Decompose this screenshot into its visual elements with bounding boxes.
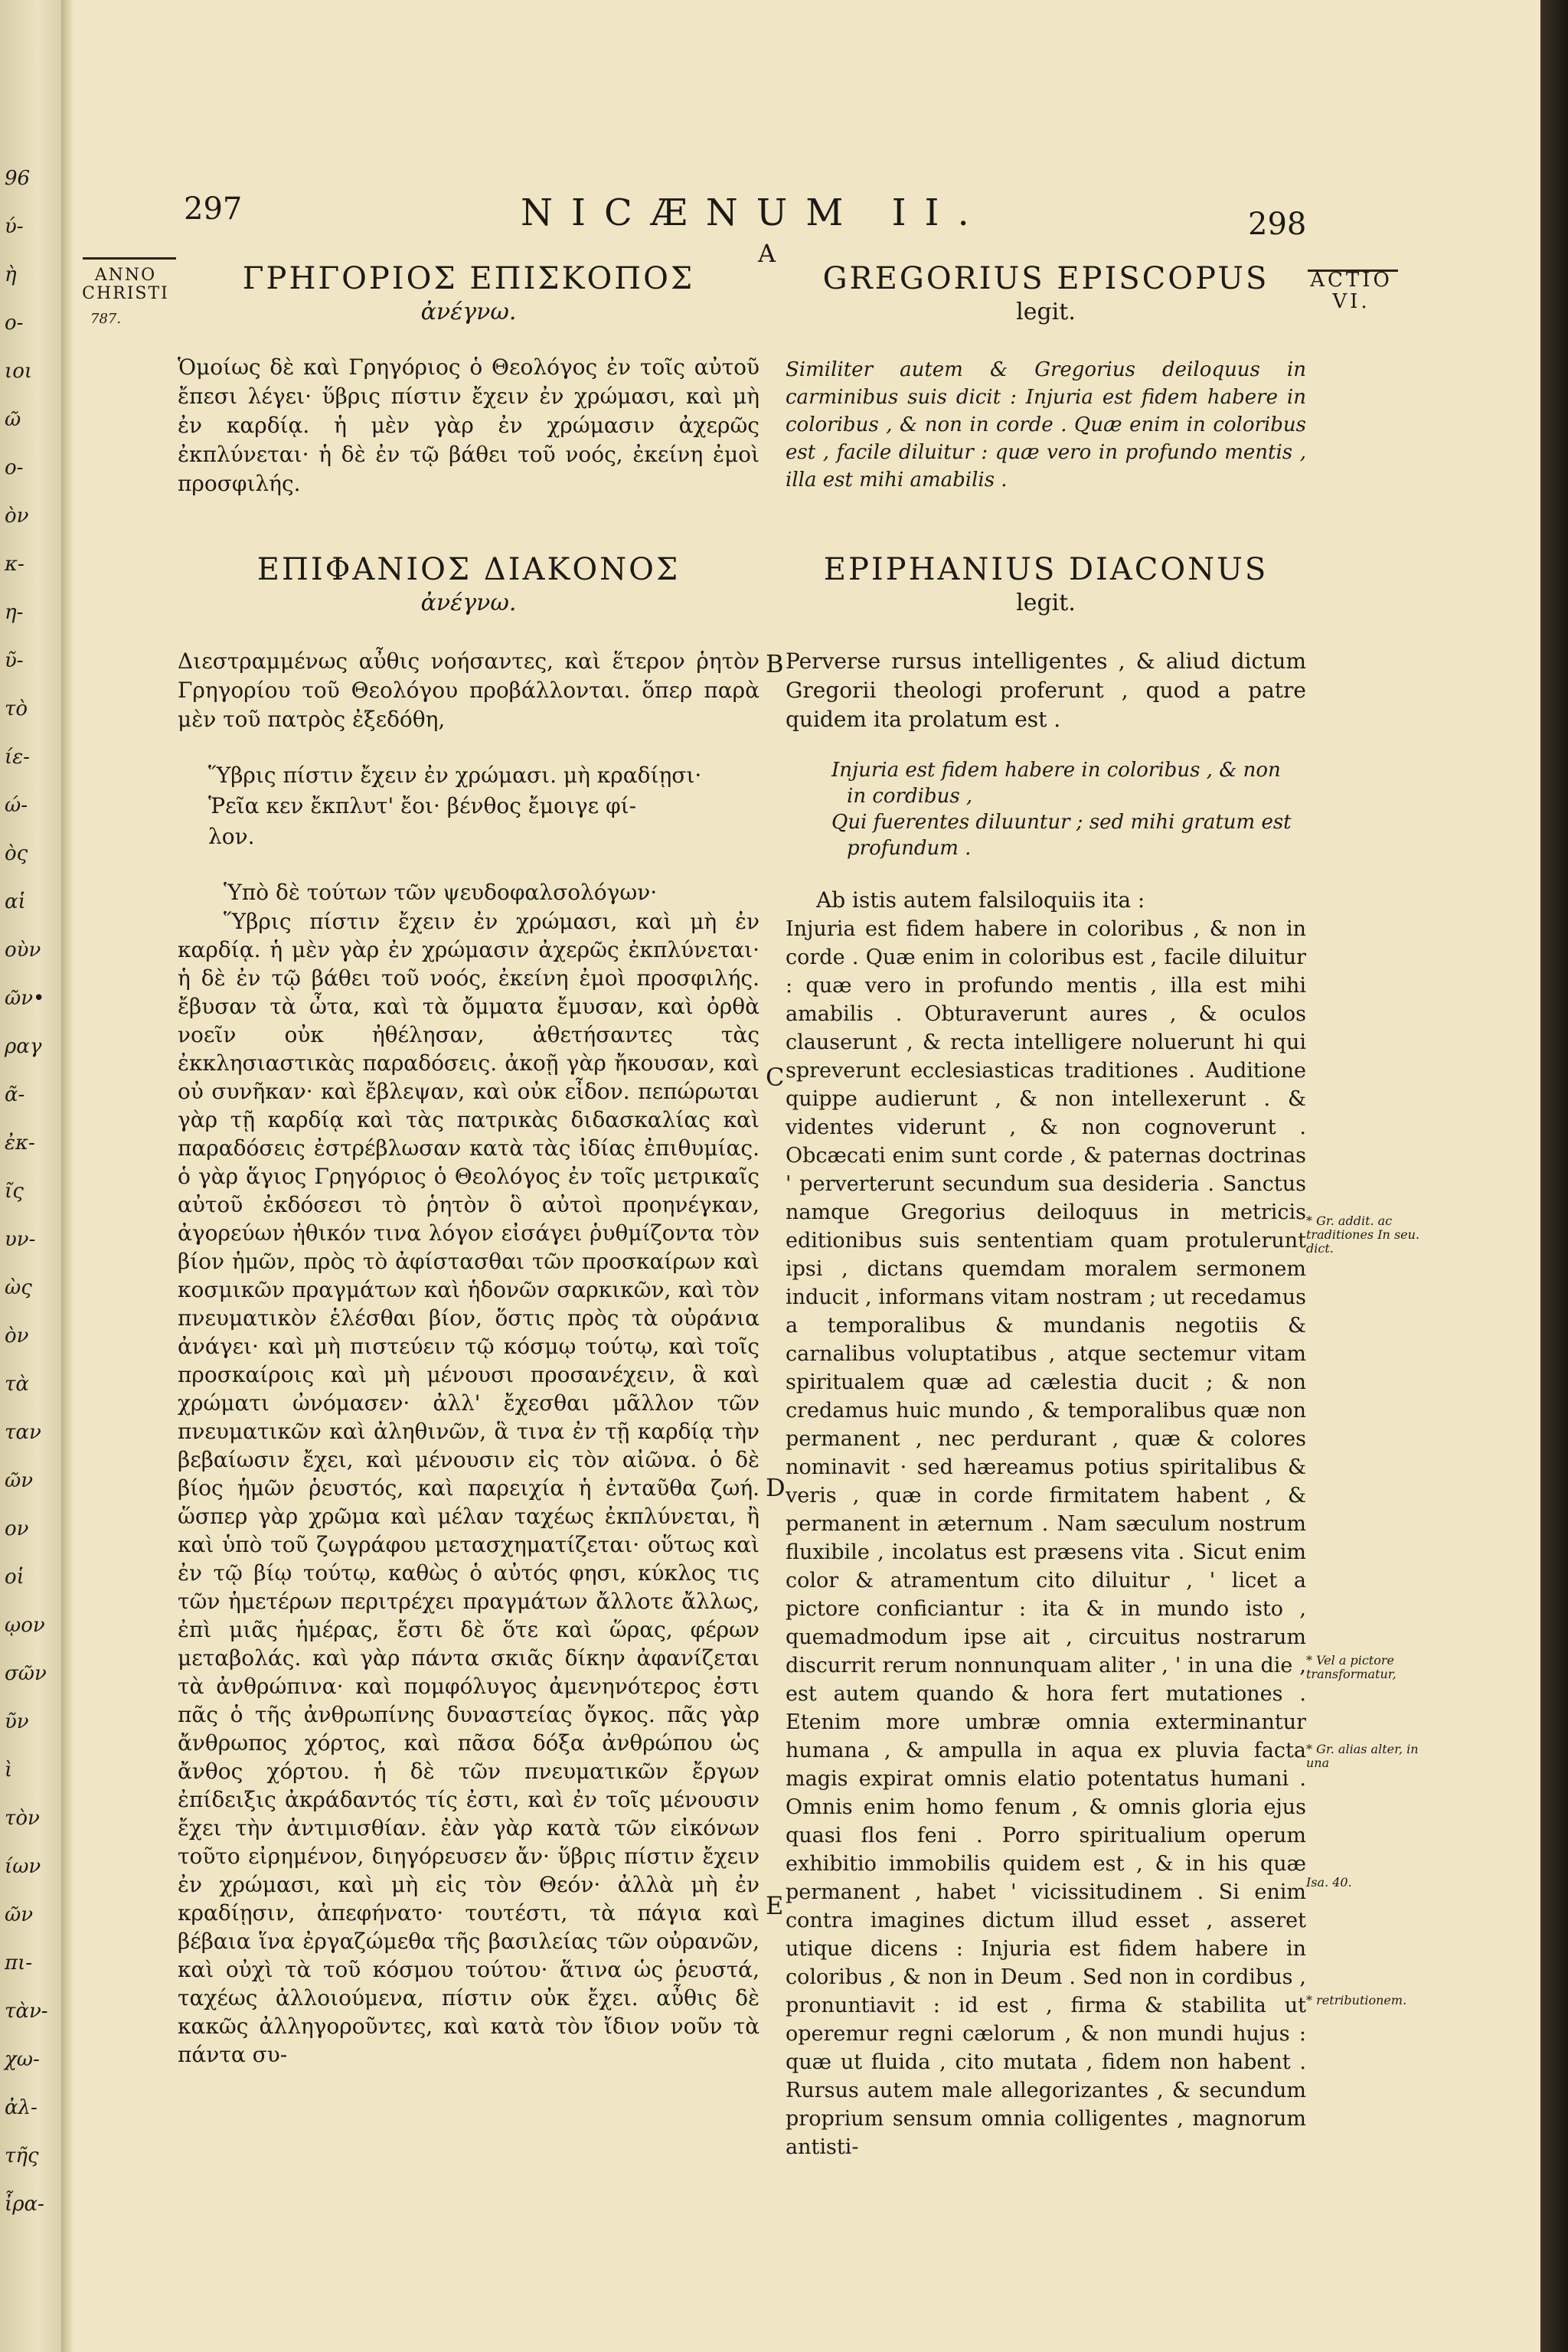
- latin-heading-epiphanius: EPIPHANIUS DIACONUS: [823, 552, 1269, 587]
- facing-page-fragment: ὴ: [5, 263, 17, 286]
- page-fold-shadow: [61, 0, 74, 2352]
- facing-page-fragment: τῆς: [5, 2145, 39, 2167]
- facing-page-fragment: ὼς: [5, 1276, 32, 1299]
- facing-page-fragment: ο-: [5, 312, 24, 335]
- greek-subheading-legit-2: ἀνέγνω.: [420, 590, 517, 616]
- facing-page-fragment: ῳον: [5, 1614, 45, 1637]
- page-number-right: 298: [1248, 207, 1307, 242]
- facing-page-fragment: τὰ: [5, 1373, 29, 1396]
- greek-heading-gregorius: ΓΡΗΓΟΡΙΟΣ ΕΠΙΣΚΟΠΟΣ: [242, 261, 695, 296]
- latin-heading-gregorius: GREGORIUS EPISCOPUS: [822, 261, 1269, 296]
- facing-page-fragment: ώ-: [5, 794, 28, 817]
- greek-heading-epiphanius: ΕΠΙΦΑΝΙΟΣ ΔΙΑΚΟΝΟΣ: [256, 552, 681, 587]
- facing-page-fragment: 96: [5, 167, 31, 190]
- latin-block-2: [786, 551, 1306, 2161]
- facing-page-fragment: ῖς: [5, 1180, 24, 1203]
- facing-page-fragment: ῶν: [5, 1903, 34, 1926]
- facing-page-fragment: ὸν: [5, 505, 29, 528]
- facing-page-fragment: ίων: [5, 1855, 41, 1878]
- facing-page-fragment: πι-: [5, 1952, 33, 1975]
- facing-page-fragment: ύ-: [5, 215, 24, 238]
- latin-block-1: [786, 260, 1306, 494]
- facing-page-fragment: ιοι: [5, 360, 33, 383]
- section-letter-b: B: [766, 649, 784, 678]
- greek-paragraph-3: Ὑπὸ δὲ τούτων τῶν ψευδοφαλσολόγων·: [224, 880, 658, 905]
- latin-paragraph-2: Perverse rursus intelligentes , & aliud dictum Gregorii theologi proferunt , quod a patre quidem ita prolatum est .: [786, 648, 1306, 732]
- section-letter-c: C: [766, 1063, 785, 1092]
- latin-subheading-legit: legit.: [1016, 299, 1076, 325]
- margin-note-5: * retributionem.: [1306, 1993, 1407, 2007]
- latin-verse-1: Injuria est fidem habere in coloribus , & non in cordibus ,: [831, 759, 1281, 808]
- latin-paragraph-3: Ab istis autem falsiloquiis ita :: [816, 887, 1145, 913]
- facing-page-fragment: τὰν-: [5, 2000, 48, 2023]
- facing-page-fragment: υν-: [5, 1228, 36, 1251]
- latin-verse-2: Qui fuerentes diluuntur ; sed mihi gratum est profundum .: [831, 811, 1292, 860]
- facing-page-fragment: ῦ-: [5, 649, 24, 672]
- margin-rule-left: [83, 257, 176, 260]
- facing-page-fragment: χω-: [5, 2048, 40, 2071]
- facing-page-fragment: οὺν: [5, 939, 41, 962]
- facing-page-fragment: ον: [5, 1517, 29, 1540]
- greek-verse-2: Ῥεῖα κεν ἔκπλυτ' ἔοι· βένθος ἔμοιγε φί-: [208, 793, 637, 818]
- facing-page-fragment: ραγ: [5, 1035, 42, 1058]
- facing-page-fragment: ὸς: [5, 842, 28, 865]
- greek-paragraph-4: Ὕβρις πίστιν ἔχειν ἐν χρώμασι, καὶ μὴ ἐν καρδίᾳ. ἡ μὲν γὰρ ἐν χρώμασιν ἀχερῶς ἐκπλύνεται· ἡ δὲ ἐν τῷ βάθει τοῦ νοός, ἐκείνη ἐμοὶ προσφιλής. ἔβυσαν τὰ ὦτα, καὶ τὰ ὄμματα ἔμυσαν, καὶ ὀρθὰ νοεῖν οὐκ ἠθέλησαν, ἀθετήσαντες τὰς ἐκκλησιαστικὰς παραδόσεις. ἀκοῇ γὰρ ἤκουσαν, καὶ οὐ συνῆκαν· καὶ ἔβλεψαν, καὶ οὐκ εἶδον. πεπώρωται γὰρ τῇ καρδίᾳ καὶ τὰς πατρικὰς διδασκαλίας καὶ παραδόσεις ἐστρέβλωσαν κατὰ τὰς ἰδίας ἐπιθυμίας. ὁ γὰρ ἅγιος Γρηγόριος ὁ Θεολόγος ἐν τοῖς μετρικαῖς αὐτοῦ ἐκδόσεσι τὸ ῥητὸν ὃ αὐτοὶ προηνέγκαν, ἀγορεύων ἠθικόν τινα λόγον εἰσάγει ῥυθμίζοντα τὸν βίον ἡμῶν, πρὸς τὸ ἀφίστασθαι τῶν προσκαίρων καὶ κοσμικῶν πραγμάτων καὶ ἡδονῶν σαρκικῶν, καὶ τὸν πνευματικὸν ἑλέσθαι βίον, ὅστις πρὸς τὰ οὐράνια ἀνάγει· καὶ μὴ πιστεύειν τῷ κόσμῳ τούτῳ, καὶ τοῖς προσκαίροις καὶ μὴ μένουσι προσανέχειν, ἃ καὶ χρώματι ὠνόμασεν· ἀλλ' ἔχεσθαι μᾶλλον τῶν πνευματικῶν καὶ ἀληθινῶν, ἃ τινα ἐν τῇ καρδίᾳ τὴν βεβαίωσιν ἔχει, καὶ μένουσιν εἰς τὸν αἰῶνα. ὁ δὲ βίος ἡμῶν ῥευστός, καὶ παρειχία ἡ ἐνταῦθα ζωή. ὥσπερ γὰρ χρῶμα καὶ μέλαν ταχέως ἐκπλύνεται, ἢ καὶ ὑπὸ τοῦ ζωγράφου μετασχηματίζεται· οὕτως καὶ ἐν τῷ βίῳ τούτῳ, καθὼς ὁ αὐτός φησι, κύκλος τις τῶν ἡμετέρων περιτρέχει πραγμάτων ἄλλοτε ἄλλως, ἐπὶ μιᾶς ἡμέρας, ἔστι δὲ ὅτε καὶ ὥρας, φέρων μεταβολάς. καὶ γὰρ πάντα σκιᾶς δίκην ἀφανίζεται τὰ ἀνθρώπινα· καὶ πομφόλυγος ἀμενηνότερος ἐστι πᾶς ὁ τῆς ἀνθρωπίνης δυναστείας ὄγκος. πᾶς γὰρ ἄνθρωπος χόρτος, καὶ πᾶσα δόξα ἀνθρώπου ὡς ἄνθος χόρτου. ἡ δὲ τῶν πνευματικῶν ἔργων ἐπίδειξις ἀκράδαντός τίς ἐστι, καὶ ἐν τοῖς μένουσιν ἔχει τὴν ἀντιμισθίαν. ἐὰν γὰρ κατὰ τῶν εἰκόνων τοῦτο εἰρημένον, διηγόρευσεν ἄν· ὕβρις πίστιν ἔχειν ἐν χρώμασι, καὶ μὴ εἰς τὸν Θεόν· ἀλλὰ μὴ ἐν κραδίῃσιν, ἀπεφήνατο· τουτέστι, τὰ πάγια καὶ βέβαια ἵνα ἐργαζώμεθα τῆς βασιλείας τῶν οὐρανῶν, καὶ οὐχὶ τὰ τοῦ κόσμου τούτου· ἅτινα ὡς ῥευστά, ταχέως ἀλλοιούμενα, πίστιν οὐκ ἔχει. αὖθις δὲ κακῶς ἀλληγοροῦντες, καὶ κατὰ τὸν ἴδιον νοῦν τὰ πάντα συ-: [178, 909, 760, 2067]
- anno-christi-label: ANNO CHRISTI: [82, 266, 169, 303]
- actio-label: ACTIO VI.: [1310, 269, 1393, 313]
- facing-page-fragment: σῶν: [5, 1662, 47, 1685]
- facing-page-fragment: ταν: [5, 1421, 41, 1444]
- anno-year: 787.: [90, 311, 122, 327]
- greek-verse-1: Ὕβρις πίστιν ἔχειν ἐν χρώμασι. μὴ κραδίῃσι·: [208, 763, 702, 788]
- greek-paragraph-2: Διεστραμμένως αὖθις νοήσαντες, καὶ ἕτερον ῥητὸν Γρηγορίου τοῦ Θεολόγου προβάλλονται. ὅπερ παρὰ μὲν τοῦ πατρὸς ἐξεδόθη,: [178, 648, 760, 732]
- facing-page-fragment: η-: [5, 601, 24, 624]
- latin-subheading-legit-2: legit.: [1016, 590, 1076, 616]
- facing-page-fragment: τὸ: [5, 697, 28, 720]
- margin-note-3: * Gr. alias alter, in una: [1306, 1742, 1419, 1770]
- latin-paragraph-1: Similiter autem & Gregorius deiloquus in carminibus suis dicit : Injuria est fidem habere in coloribus , & non in corde . Quæ enim in coloribus est , facile diluitur : quæ vero in profundo mentis , illa est mihi amabilis .: [786, 358, 1306, 492]
- facing-page-fragment: ῶν: [5, 1469, 34, 1492]
- facing-page-fragment: κ-: [5, 553, 24, 576]
- previous-page-edge: [0, 0, 64, 2352]
- margin-note-1: * Gr. addit. ac traditiones In seu. dict.: [1306, 1214, 1420, 1256]
- facing-page-fragment: ίε-: [5, 746, 30, 769]
- greek-verse-3: λον.: [208, 824, 255, 849]
- facing-page-fragment: ὶ: [5, 1759, 13, 1782]
- section-letter-e: E: [766, 1891, 784, 1920]
- facing-page-fragment: τὸν: [5, 1807, 40, 1830]
- greek-paragraph-1: Ὁμοίως δὲ καὶ Γρηγόριος ὁ Θεολόγος ἐν τοῖς αὐτοῦ ἔπεσι λέγει· ὕβρις πίστιν ἔχειν ἐν χρώμασι, καὶ μὴ ἐν καρδίᾳ. ἡ μὲν γὰρ ἐν χρώμασιν ἀχερῶς ἐκπλύνεται· ἡ δὲ ἐν τῷ βάθει τοῦ νοός, ἐκείνη ἐμοὶ προσφιλής.: [178, 354, 760, 496]
- facing-page-fragment: ἀλ-: [5, 2096, 38, 2119]
- facing-page-fragment: ᾶ-: [5, 1083, 25, 1106]
- running-header: [184, 191, 1307, 245]
- book-spine: [1540, 0, 1568, 2352]
- facing-page-fragment: ἶρα-: [5, 2193, 44, 2216]
- facing-page-fragment: οἱ: [5, 1566, 24, 1589]
- facing-page-fragment: ῦν: [5, 1710, 29, 1733]
- margin-note-2: * Vel a pictore transformatur,: [1306, 1653, 1396, 1681]
- section-letter-a: A: [758, 239, 776, 268]
- facing-page-fragment: ο-: [5, 456, 24, 479]
- running-title: NICÆNUM II.: [521, 191, 988, 234]
- facing-page-fragment: ῶν•: [5, 987, 45, 1010]
- facing-page-fragment: ἐκ-: [5, 1132, 35, 1155]
- facing-page-fragment: ῶ: [5, 408, 21, 431]
- facing-page-fragment: αἱ: [5, 890, 26, 913]
- greek-block-1: [178, 260, 760, 498]
- latin-paragraph-4: Injuria est fidem habere in coloribus , & non in corde . Quæ enim in coloribus est , facile diluitur : quæ vero in profundo mentis , illa est mihi amabilis . Obturaverunt aures , & oculos clauserunt , & recta intelligere noluerunt hi qui spreverunt ecclesiasticas traditiones . Auditione quippe audierunt , & non intellexerunt . & videntes viderunt , & non cognoverunt . Obcæcati enim sunt corde , & paternas doctrinas ' perverterunt secundum sua desideria . Sanctus namque Gregorius deiloquus in metricis editionibus suis sententiam quam protulerunt ipsi , dictans quemdam moralem sermonem inducit , informans vitam nostram ; ut recedamus a temporalibus & mundanis negotiis & carnalibus voluptatibus , atque sectemur vitam spiritualem quæ ad cælestia ducit ; & non credamus huic mundo , & temporalibus quæ non permanent , nec perdurant , quæ & colores nominavit · sed hæreamus potius spiritalibus & veris , quæ in corde firmitatem habent , & permanent in æternum . Nam sæculum nostrum fluxibile , incolatus est præsens vita . Sicut enim color & atramentum cito diluitur , ' licet a pictore conficiantur : ita & in mundo isto , quemadmodum ipse ait , circuitus nostrarum discurrit rerum nonnunquam aliter , ' in una die , est autem quando & hora fert mutationes . Etenim more umbræ omnia exterminantur humana , & ampulla in aqua ex pluvia facta magis expirat omnis elatio potentatus humani . Omnis enim homo fenum , & omnis gloria ejus quasi flos feni . Porro spiritualium operum exhibitio immobilis quidem est , & in his quæ permanent , habet ' vicissitudinem . Si enim contra imagines dictum illud esset , asseret utique dicens : Injuria est fidem habere in coloribus , & non in Deum . Sed non in cordibus , pronuntiavit : id est , firma & stabilita ut operemur regni cælorum , & non mundi hujus : quæ ut fluida , cito mutata , fidem non habent . Rursus autem male allegorizantes , & secundum proprium sensum omnia colligentes , magnorum antisti-: [786, 917, 1306, 2159]
- greek-block-2: [178, 551, 760, 2069]
- page-number-left: 297: [184, 191, 243, 227]
- margin-note-4: Isa. 40.: [1306, 1875, 1352, 1890]
- section-letter-d: D: [766, 1473, 786, 1502]
- facing-page-fragment: ὸν: [5, 1325, 29, 1348]
- greek-subheading-legit: ἀνέγνω.: [420, 299, 517, 325]
